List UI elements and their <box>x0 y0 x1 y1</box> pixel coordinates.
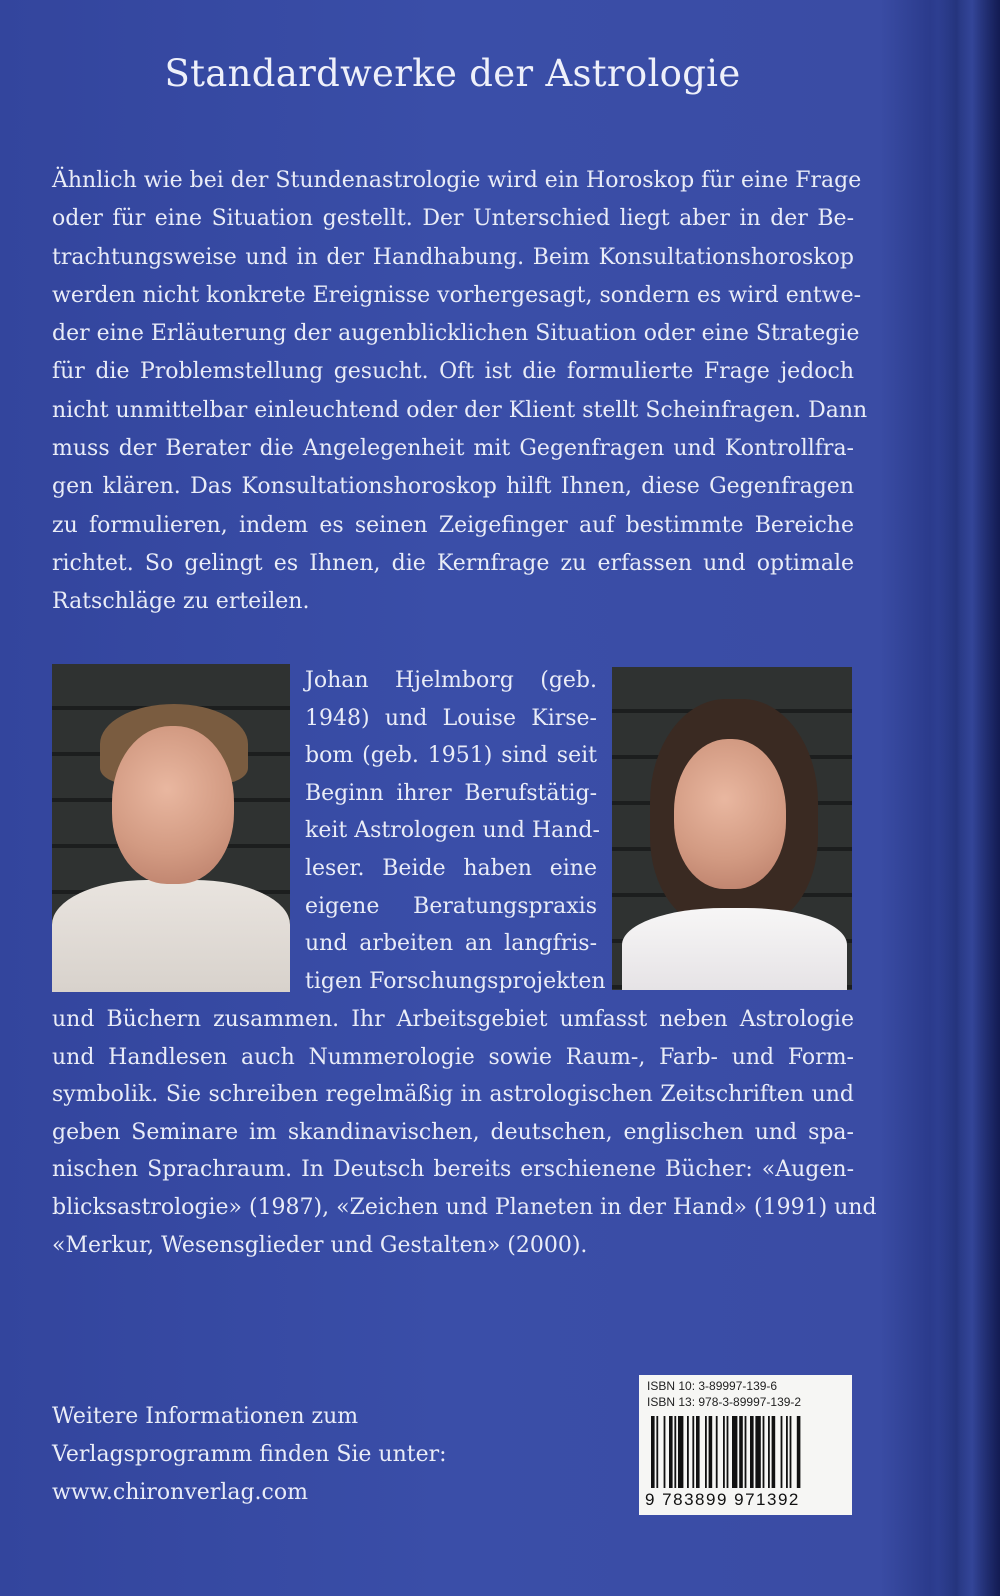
photo-shirt <box>52 880 290 992</box>
author-bio-continued <box>52 1001 877 1264</box>
bio-line: blicksastrologie» (1987), «Zeichen und Planeten in der Hand» (1991) und <box>52 1194 877 1220</box>
isbn-10: ISBN 10: 3-89997-139-6 <box>647 1379 778 1393</box>
bio-line: nischen Sprachraum. In Deutsch bereits erschienene Bücher: «Augen- <box>52 1157 854 1183</box>
blurb-line: nicht unmittelbar einleuchtend oder der Klient stellt Scheinfragen. Dann <box>52 397 868 423</box>
blurb-line: gen klären. Das Konsultationshoroskop hilft Ihnen, diese Gegenfragen <box>52 474 854 500</box>
info-line: Verlagsprogramm finden Sie unter: <box>52 1441 447 1467</box>
blurb-line: zu formulieren, indem es seinen Zeigefinger auf bestimmte Bereiche <box>52 512 854 538</box>
photo-shirt <box>622 908 847 990</box>
author-photo-johan <box>52 664 290 992</box>
bio-line: «Merkur, Wesensglieder und Gestalten» (2000). <box>52 1232 588 1258</box>
bio-line: eigene Beratungspraxis <box>305 893 597 919</box>
isbn-13: ISBN 13: 978-3-89997-139-2 <box>647 1395 802 1409</box>
blurb-line: trachtungsweise und in der Handhabung. Beim Konsultationshoroskop <box>52 244 854 270</box>
photo-face <box>112 726 234 884</box>
blurb-line: muss der Berater die Angelegenheit mit Gegenfragen und Kontrollfra- <box>52 436 854 462</box>
series-title: Standardwerke der Astrologie <box>164 52 741 95</box>
bio-line: tigen Forschungsprojekten <box>305 968 606 994</box>
publisher-url-link[interactable]: www.chironverlag.com <box>52 1479 308 1505</box>
bio-line: keit Astrologen und Hand- <box>305 818 600 844</box>
barcode-digits: 9 783899 971392 <box>645 1490 800 1509</box>
bio-line: leser. Beide haben eine <box>305 855 597 881</box>
photo-face <box>674 739 786 889</box>
bio-line: Johan Hjelmborg (geb. <box>305 668 597 693</box>
author-bio-column <box>305 662 606 1000</box>
blurb-line: werden nicht konkrete Ereignisse vorhergesagt, sondern es wird entwe- <box>52 282 862 308</box>
bio-line: geben Seminare im skandinavischen, deutschen, englischen und spa- <box>52 1119 854 1145</box>
bio-line: Beginn ihrer Berufstätig- <box>305 780 597 806</box>
blurb-line: oder für eine Situation gestellt. Der Unterschied liegt aber in der Be- <box>52 206 854 232</box>
spine-edge <box>938 0 1000 1596</box>
blurb-line: Ratschläge zu erteilen. <box>52 589 310 615</box>
bio-line: und Handlesen auch Nummerologie sowie Raum-, Farb- und Form- <box>52 1044 854 1070</box>
barcode-icon <box>651 1416 841 1488</box>
bio-line: und arbeiten an langfris- <box>305 931 597 957</box>
description-paragraph <box>52 162 868 622</box>
author-photo-louise <box>612 667 852 990</box>
publisher-info <box>52 1398 472 1511</box>
isbn-barcode-label <box>639 1375 852 1515</box>
blurb-line: richtet. So gelingt es Ihnen, die Kernfrage zu erfassen und optimale <box>52 550 854 576</box>
info-line: Weitere Informationen zum <box>52 1404 359 1429</box>
bio-line: symbolik. Sie schreiben regelmäßig in astrologischen Zeitschriften und <box>52 1082 854 1108</box>
bio-line: bom (geb. 1951) sind seit <box>305 743 597 769</box>
blurb-line: der eine Erläuterung der augenblicklichen Situation oder eine Strategie <box>52 321 860 347</box>
bio-line: und Büchern zusammen. Ihr Arbeitsgebiet umfasst neben Astrologie <box>52 1007 854 1032</box>
bio-line: 1948) und Louise Kirse- <box>305 705 597 731</box>
blurb-line: für die Problemstellung gesucht. Oft ist die formulierte Frage jedoch <box>52 359 854 385</box>
blurb-line: Ähnlich wie bei der Stundenastrologie wird ein Horoskop für eine Frage <box>52 168 862 193</box>
